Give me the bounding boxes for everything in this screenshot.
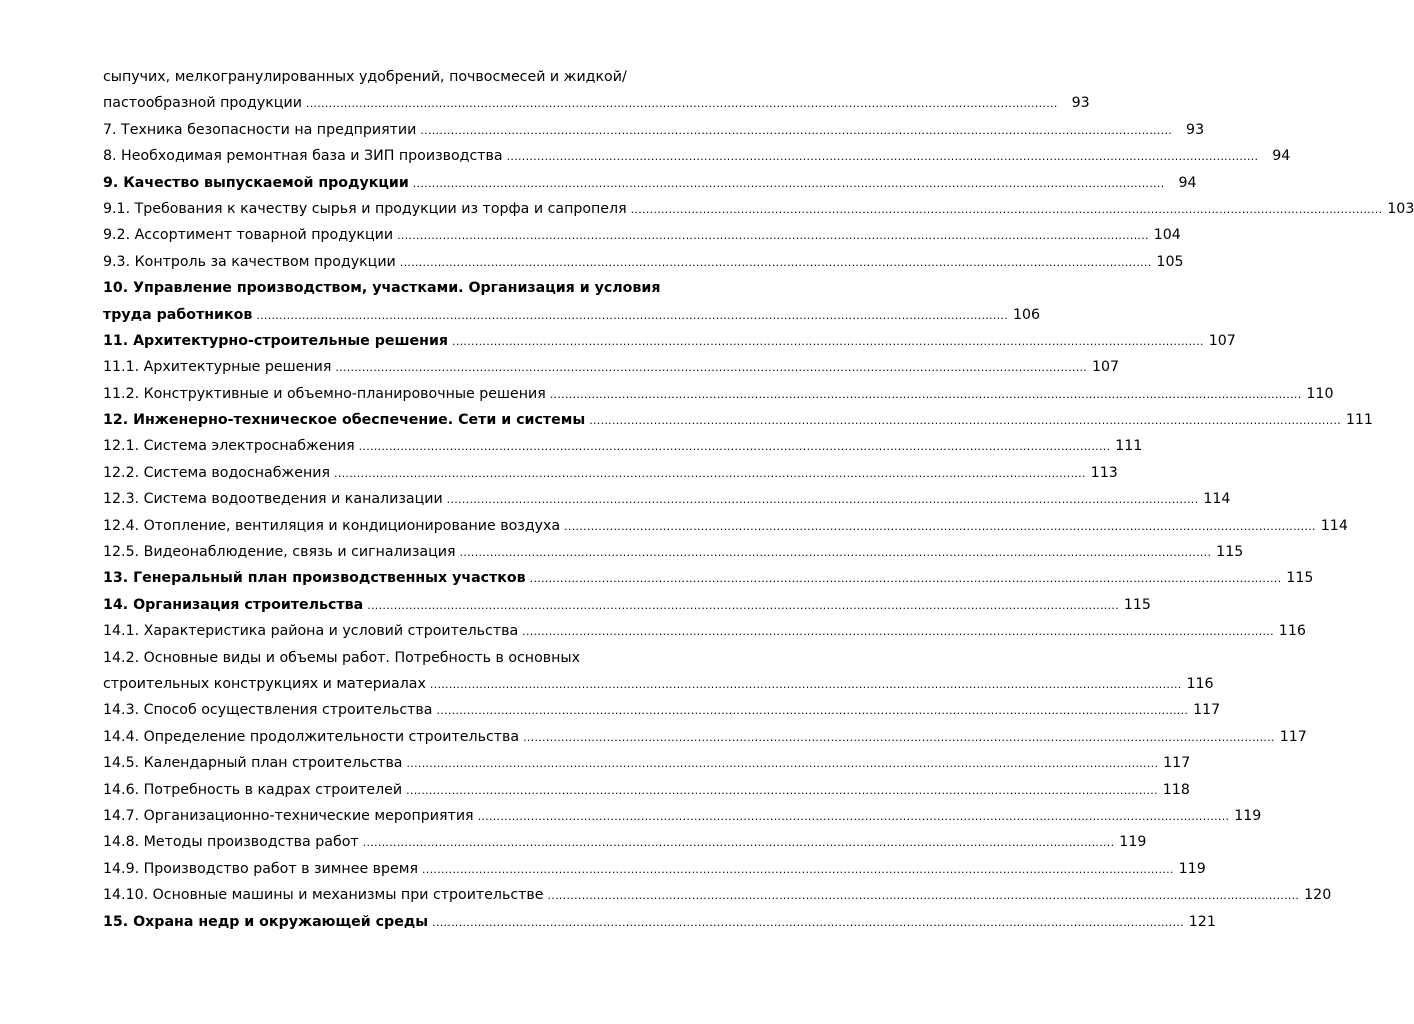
toc-entry — [103, 513, 1348, 539]
toc-entry — [103, 882, 1332, 908]
toc-entry-page-number: 104 — [1153, 227, 1181, 244]
toc-entry-title: 14.6. Потребность в кадрах строителей — [103, 781, 403, 798]
toc-entry-page-number: 115 — [1123, 596, 1151, 613]
toc-entry-page-number: 107 — [1208, 332, 1236, 349]
toc-entry-page-number: 111 — [1345, 412, 1373, 429]
toc-entry — [103, 697, 1221, 723]
toc-entry — [103, 196, 1414, 222]
toc-entry — [103, 909, 1216, 935]
toc-leader-dots — [306, 91, 1058, 117]
toc-entry-title: 7. Техника безопасности на предприятии — [103, 121, 417, 138]
toc-entry-page-number: 117 — [1279, 728, 1307, 745]
toc-entry — [103, 407, 1373, 433]
toc-leader-dots — [460, 540, 1212, 566]
toc-entry-title: 12. Инженерно-техническое обеспечение. Сети и системы — [103, 412, 586, 429]
toc-entry-page-number: 118 — [1162, 781, 1190, 798]
toc-entry — [103, 170, 1197, 196]
toc-entry — [103, 565, 1314, 591]
toc-entry — [103, 460, 1118, 486]
toc-entry-title: 14. Организация строительства — [103, 596, 364, 613]
toc-leader-dots — [422, 857, 1174, 883]
toc-entry-title: 15. Охрана недр и окружающей среды — [103, 913, 429, 930]
toc-entry-title: 11.1. Архитектурные решения — [103, 359, 332, 376]
toc-entry-page-number: 114 — [1320, 517, 1348, 534]
toc-entry-page-number: 117 — [1193, 702, 1221, 719]
toc-entry-page-number: 93 — [1071, 95, 1090, 112]
toc-entry — [103, 671, 1214, 697]
toc-entry-title: 9. Качество выпускаемой продукции — [103, 174, 409, 191]
toc-entry — [103, 539, 1244, 565]
toc-entry — [103, 724, 1307, 750]
toc-entry-title: 14.7. Организационно-технические мероприятия — [103, 807, 474, 824]
toc-entry-title: 13. Генеральный план производственных участков — [103, 570, 526, 587]
toc-entry-title: труда работников — [103, 306, 253, 323]
toc-entry-page-number: 115 — [1286, 570, 1314, 587]
toc-entry-title: 9.3. Контроль за качеством продукции — [103, 253, 396, 270]
toc-entry — [103, 750, 1191, 776]
toc-entry — [103, 645, 663, 671]
toc-entry-page-number: 110 — [1306, 385, 1334, 402]
toc-entry-title: 14.4. Определение продолжительности строительства — [103, 728, 520, 745]
toc-entry-title: 9.2. Ассортимент товарной продукции — [103, 227, 394, 244]
toc-leader-dots — [507, 144, 1259, 170]
toc-leader-dots — [420, 118, 1172, 144]
toc-entry-page-number: 113 — [1090, 464, 1118, 481]
toc-leader-dots — [256, 303, 1008, 329]
toc-leader-dots — [407, 751, 1159, 777]
toc-entry — [103, 618, 1306, 644]
toc-leader-dots — [436, 698, 1188, 724]
toc-leader-dots — [413, 171, 1165, 197]
toc-entry — [103, 143, 1291, 169]
toc-entry-title: пастообразной продукции — [103, 95, 302, 112]
toc-entry — [103, 302, 1041, 328]
toc-entry-page-number: 121 — [1188, 913, 1216, 930]
toc-entry — [103, 90, 1090, 116]
toc-leader-dots — [447, 487, 1199, 513]
toc-entry — [103, 249, 1184, 275]
toc-entry-page-number: 105 — [1156, 253, 1184, 270]
toc-entry-page-number: 107 — [1092, 359, 1120, 376]
toc-entry — [103, 354, 1120, 380]
toc-entry — [103, 328, 1236, 354]
toc-entry — [103, 222, 1181, 248]
toc-leader-dots — [522, 619, 1274, 645]
table-of-contents — [103, 64, 1414, 935]
toc-entry-title: 9.1. Требования к качеству сырья и продукции из торфа и сапропеля — [103, 200, 627, 217]
toc-entry — [103, 777, 1190, 803]
toc-entry-page-number: 119 — [1119, 834, 1147, 851]
toc-leader-dots — [406, 778, 1158, 804]
toc-leader-dots — [550, 382, 1302, 408]
toc-leader-dots — [631, 197, 1383, 223]
toc-entry — [103, 486, 1231, 512]
toc-entry-title: 14.8. Методы производства работ — [103, 834, 359, 851]
toc-entry-page-number: 117 — [1163, 755, 1191, 772]
toc-leader-dots — [430, 672, 1182, 698]
toc-entry-page-number: 111 — [1115, 438, 1143, 455]
toc-entry-page-number: 119 — [1178, 860, 1206, 877]
toc-entry-page-number: 115 — [1216, 544, 1244, 561]
toc-leader-dots — [359, 434, 1111, 460]
toc-entry-title: 14.5. Календарный план строительства — [103, 755, 403, 772]
toc-leader-dots — [530, 566, 1282, 592]
toc-leader-dots — [452, 329, 1204, 355]
toc-entry-page-number: 93 — [1186, 121, 1205, 138]
toc-entry-title: 14.1. Характеристика района и условий строительства — [103, 623, 519, 640]
toc-entry-page-number: 120 — [1304, 887, 1332, 904]
toc-entry-title: 11.2. Конструктивные и объемно-планировочные решения — [103, 385, 546, 402]
toc-leader-dots — [432, 910, 1184, 936]
toc-leader-dots — [523, 725, 1275, 751]
toc-entry-page-number: 103 — [1387, 200, 1414, 217]
toc-entry-title: 14.9. Производство работ в зимнее время — [103, 860, 419, 877]
toc-entry-title: 12.2. Система водоснабжения — [103, 464, 331, 481]
toc-leader-dots — [548, 883, 1300, 909]
toc-entry-title: 14.10. Основные машины и механизмы при строительстве — [103, 887, 544, 904]
toc-entry — [103, 856, 1206, 882]
toc-leader-dots — [397, 223, 1149, 249]
toc-entry-title: 10. Управление производством, участками. Организация и условия — [103, 280, 661, 297]
toc-entry-title: сыпучих, мелкогранулированных удобрений, почвосмесей и жидкой/ — [103, 69, 627, 85]
toc-entry-title: 8. Необходимая ремонтная база и ЗИП производства — [103, 148, 503, 165]
toc-entry-title: 14.3. Способ осуществления строительства — [103, 702, 433, 719]
toc-entry — [103, 803, 1262, 829]
toc-leader-dots — [564, 514, 1316, 540]
toc-entry-title: строительных конструкциях и материалах — [103, 675, 426, 692]
toc-entry-page-number: 94 — [1272, 148, 1291, 165]
toc-entry-page-number: 116 — [1278, 623, 1306, 640]
toc-leader-dots — [363, 830, 1115, 856]
toc-leader-dots — [334, 461, 1086, 487]
toc-entry-title: 12.1. Система электроснабжения — [103, 438, 355, 455]
toc-entry-page-number: 114 — [1203, 491, 1231, 508]
toc-entry — [103, 381, 1334, 407]
toc-entry-page-number: 119 — [1234, 807, 1262, 824]
toc-entry-page-number: 106 — [1012, 306, 1041, 323]
toc-leader-dots — [400, 250, 1152, 276]
toc-entry-title: 12.3. Система водоотведения и канализации — [103, 491, 443, 508]
toc-entry — [103, 592, 1151, 618]
toc-leader-dots — [367, 593, 1119, 619]
toc-entry-page-number: 116 — [1186, 675, 1214, 692]
toc-entry-title: 12.5. Видеонаблюдение, связь и сигнализация — [103, 544, 456, 561]
toc-leader-dots — [478, 804, 1230, 830]
toc-entry-title: 11. Архитектурно-строительные решения — [103, 332, 449, 349]
toc-entry — [103, 829, 1147, 855]
toc-entry-title: 12.4. Отопление, вентиляция и кондиционирование воздуха — [103, 517, 561, 534]
toc-leader-dots — [589, 408, 1341, 434]
toc-entry-page-number: 94 — [1178, 174, 1197, 191]
toc-entry — [103, 433, 1143, 459]
toc-entry-title: 14.2. Основные виды и объемы работ. Потребность в основных — [103, 649, 580, 666]
toc-entry — [103, 117, 1205, 143]
toc-leader-dots — [335, 355, 1087, 381]
toc-entry — [103, 64, 663, 90]
toc-entry — [103, 275, 663, 301]
